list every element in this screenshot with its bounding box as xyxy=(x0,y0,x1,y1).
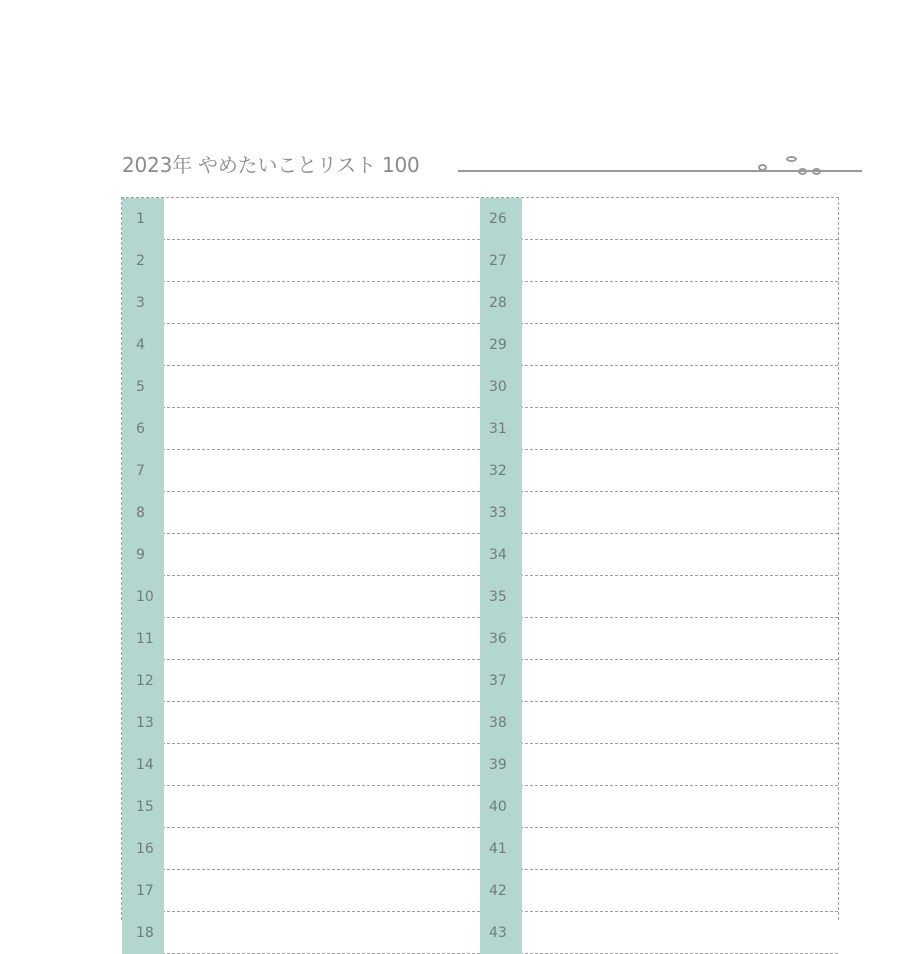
list-row xyxy=(122,366,480,408)
list-row xyxy=(480,702,838,744)
row-number: 35 xyxy=(489,589,507,605)
row-number: 17 xyxy=(136,883,154,899)
row-number-cell xyxy=(122,366,164,408)
row-number-cell xyxy=(122,828,164,870)
list-row xyxy=(122,660,480,702)
row-number: 38 xyxy=(489,715,507,731)
list-row xyxy=(122,912,480,954)
row-number: 34 xyxy=(489,547,507,563)
list-column-right xyxy=(480,198,838,941)
row-number: 26 xyxy=(489,211,507,227)
row-number-cell xyxy=(122,912,164,954)
list-row xyxy=(480,198,838,240)
row-number-cell xyxy=(122,282,164,324)
row-number-cell xyxy=(122,786,164,828)
entry-field[interactable] xyxy=(522,324,838,366)
row-number-cell xyxy=(480,366,522,408)
entry-field[interactable] xyxy=(522,366,838,408)
list-row xyxy=(480,450,838,492)
row-number: 16 xyxy=(136,841,154,857)
entry-field[interactable] xyxy=(164,828,480,870)
row-number: 15 xyxy=(136,799,154,815)
list-row xyxy=(480,408,838,450)
list-row xyxy=(122,786,480,828)
entry-field[interactable] xyxy=(522,576,838,618)
entry-field[interactable] xyxy=(522,912,838,954)
row-number-cell xyxy=(122,492,164,534)
list-row xyxy=(122,282,480,324)
list-row xyxy=(122,492,480,534)
row-number: 33 xyxy=(489,505,507,521)
row-number: 27 xyxy=(489,253,507,269)
list-row xyxy=(122,240,480,282)
row-number: 31 xyxy=(489,421,507,437)
list-row xyxy=(480,366,838,408)
row-number: 40 xyxy=(489,799,507,815)
row-number: 14 xyxy=(136,757,154,773)
row-number: 41 xyxy=(489,841,507,857)
row-number: 2 xyxy=(136,253,145,269)
row-number: 10 xyxy=(136,589,154,605)
entry-field[interactable] xyxy=(522,408,838,450)
list-row xyxy=(480,324,838,366)
row-number-cell xyxy=(122,702,164,744)
entry-field[interactable] xyxy=(522,660,838,702)
row-number: 6 xyxy=(136,421,145,437)
entry-field[interactable] xyxy=(522,492,838,534)
list-row xyxy=(480,744,838,786)
list-row xyxy=(480,828,838,870)
entry-field[interactable] xyxy=(522,240,838,282)
entry-field[interactable] xyxy=(164,576,480,618)
row-number-cell xyxy=(122,618,164,660)
row-number: 3 xyxy=(136,295,145,311)
row-number-cell xyxy=(480,744,522,786)
list-row xyxy=(122,702,480,744)
list-row xyxy=(122,870,480,912)
entry-field[interactable] xyxy=(164,702,480,744)
entry-field[interactable] xyxy=(164,408,480,450)
row-number-cell xyxy=(480,828,522,870)
entry-field[interactable] xyxy=(164,492,480,534)
entry-field[interactable] xyxy=(522,786,838,828)
list-sheet xyxy=(121,197,839,941)
row-number-cell xyxy=(122,870,164,912)
row-number-cell xyxy=(480,912,522,954)
row-number: 1 xyxy=(136,211,145,227)
entry-field[interactable] xyxy=(164,534,480,576)
entry-field[interactable] xyxy=(522,198,838,240)
entry-field[interactable] xyxy=(522,282,838,324)
row-number-cell xyxy=(480,492,522,534)
row-number-cell xyxy=(480,534,522,576)
list-row xyxy=(122,324,480,366)
row-number-cell xyxy=(122,576,164,618)
row-number-cell xyxy=(480,786,522,828)
row-number: 43 xyxy=(489,925,507,941)
row-number: 42 xyxy=(489,883,507,899)
entry-field[interactable] xyxy=(522,534,838,576)
entry-field[interactable] xyxy=(522,702,838,744)
row-number-cell xyxy=(122,744,164,786)
list-row xyxy=(122,576,480,618)
page-header xyxy=(122,148,842,182)
row-number: 29 xyxy=(489,337,507,353)
row-number-cell xyxy=(122,534,164,576)
row-number: 32 xyxy=(489,463,507,479)
entry-field[interactable] xyxy=(164,240,480,282)
row-number-cell xyxy=(480,450,522,492)
scattered-dots-icon xyxy=(758,156,828,182)
row-number: 5 xyxy=(136,379,145,395)
row-number-cell xyxy=(122,450,164,492)
row-number: 13 xyxy=(136,715,154,731)
row-number: 36 xyxy=(489,631,507,647)
row-number: 30 xyxy=(489,379,507,395)
entry-field[interactable] xyxy=(164,198,480,240)
row-number-cell xyxy=(122,660,164,702)
row-number: 9 xyxy=(136,547,145,563)
row-number-cell xyxy=(480,618,522,660)
list-row xyxy=(480,786,838,828)
entry-field[interactable] xyxy=(164,786,480,828)
entry-field[interactable] xyxy=(522,744,838,786)
row-number-cell xyxy=(122,408,164,450)
list-row xyxy=(480,282,838,324)
list-row xyxy=(122,534,480,576)
entry-field[interactable] xyxy=(522,828,838,870)
entry-field[interactable] xyxy=(164,744,480,786)
row-number-cell xyxy=(480,870,522,912)
list-row xyxy=(122,450,480,492)
page-title: 2023年 やめたいことリスト 100 xyxy=(122,153,420,177)
entry-field[interactable] xyxy=(164,366,480,408)
row-number-cell xyxy=(480,408,522,450)
list-row xyxy=(480,870,838,912)
list-row xyxy=(480,660,838,702)
list-row xyxy=(480,534,838,576)
entry-field[interactable] xyxy=(164,324,480,366)
row-number-cell xyxy=(480,702,522,744)
list-row xyxy=(122,408,480,450)
entry-field[interactable] xyxy=(164,618,480,660)
row-number: 28 xyxy=(489,295,507,311)
row-number: 37 xyxy=(489,673,507,689)
row-number: 4 xyxy=(136,337,145,353)
row-number: 18 xyxy=(136,925,154,941)
entry-field[interactable] xyxy=(164,870,480,912)
list-column-left xyxy=(122,198,480,941)
row-number-cell xyxy=(122,324,164,366)
row-number: 39 xyxy=(489,757,507,773)
row-number-cell xyxy=(480,576,522,618)
row-number-cell xyxy=(480,198,522,240)
entry-field[interactable] xyxy=(522,870,838,912)
list-row xyxy=(122,828,480,870)
list-row xyxy=(480,492,838,534)
entry-field[interactable] xyxy=(522,450,838,492)
entry-field[interactable] xyxy=(164,912,480,954)
row-number: 7 xyxy=(136,463,145,479)
row-number-cell xyxy=(122,240,164,282)
row-number-cell xyxy=(480,660,522,702)
row-number-cell xyxy=(480,324,522,366)
row-number: 8 xyxy=(136,505,145,521)
list-row xyxy=(480,618,838,660)
entry-field[interactable] xyxy=(164,450,480,492)
entry-field[interactable] xyxy=(164,660,480,702)
row-number-cell xyxy=(122,198,164,240)
row-number: 12 xyxy=(136,673,154,689)
row-number-cell xyxy=(480,282,522,324)
list-row xyxy=(480,576,838,618)
entry-field[interactable] xyxy=(522,618,838,660)
list-row xyxy=(122,744,480,786)
list-row xyxy=(122,198,480,240)
row-number: 11 xyxy=(136,631,154,647)
list-row xyxy=(122,618,480,660)
list-row xyxy=(480,240,838,282)
entry-field[interactable] xyxy=(164,282,480,324)
list-row xyxy=(480,912,838,954)
row-number-cell xyxy=(480,240,522,282)
